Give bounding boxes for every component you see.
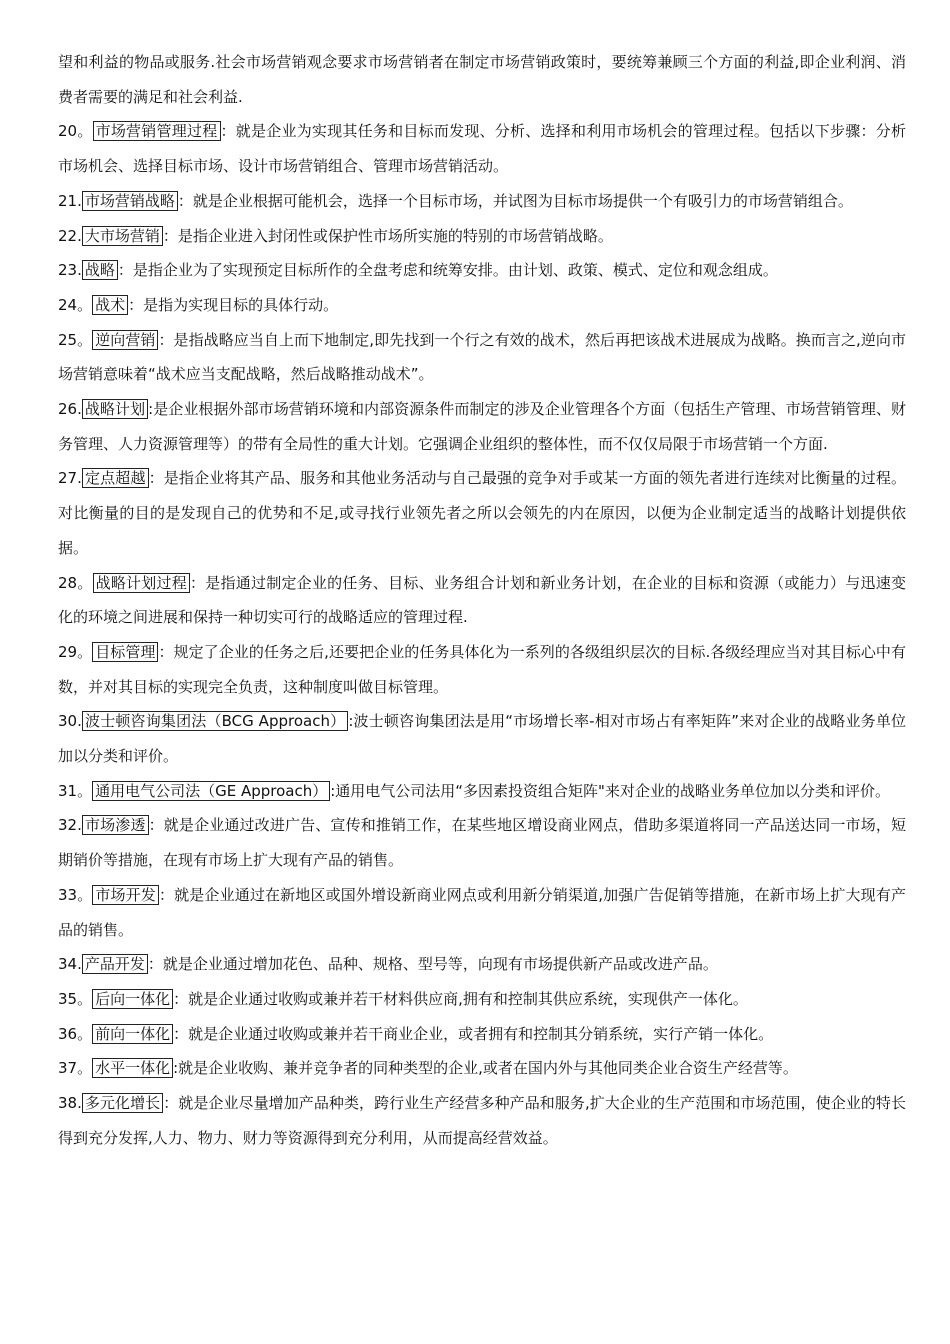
entry-definition: ：是指战略应当自上而下地制定,即先找到一个行之有效的战术，然后再把该战术进展成为战略。换而言之,逆向市场营销意味着“战术应当支配战略，然后战略推动战术”。 xyxy=(58,330,906,384)
entry-term: 后向一体化 xyxy=(92,989,173,1009)
entry-term: 大市场营销 xyxy=(82,226,163,246)
definition-list xyxy=(58,114,906,1155)
definition-entry xyxy=(58,774,906,809)
entry-number: 30. xyxy=(58,712,82,731)
definition-entry xyxy=(58,635,906,704)
entry-definition: ：是指为实现目标的具体行动。 xyxy=(128,295,339,314)
entry-definition: ：是指企业进入封闭性或保护性市场所实施的特别的市场营销战略。 xyxy=(162,226,613,245)
entry-number: 22. xyxy=(58,226,82,245)
intro-paragraph: 望和利益的物品或服务.社会市场营销观念要求市场营销者在制定市场营销政策时，要统筹兼顾三个方面的利益,即企业利润、消费者需要的满足和社会利益. xyxy=(58,53,906,106)
definition-entry xyxy=(58,114,906,183)
entry-number: 38. xyxy=(58,1094,82,1113)
entry-number: 34. xyxy=(58,955,82,974)
definition-entry xyxy=(58,461,906,565)
entry-number: 28。 xyxy=(58,573,93,592)
definition-entry xyxy=(58,219,906,254)
entry-term: 市场营销管理过程 xyxy=(93,121,221,141)
entry-term: 战略 xyxy=(82,260,118,280)
entry-term: 通用电气公司法（GE Approach） xyxy=(92,781,330,801)
entry-definition: ：就是企业通过在新地区或国外增设新商业网点或利用新分销渠道,加强广告促销等措施，在新市场上扩大现有产品的销售。 xyxy=(58,885,906,939)
entry-number: 35。 xyxy=(58,989,93,1008)
entry-definition: ：规定了企业的任务之后,还要把企业的任务具体化为一系列的各级组织层次的目标.各级经理应当对其目标心中有数，并对其目标的实现完全负责，这种制度叫做目标管理。 xyxy=(58,642,906,696)
definition-entry xyxy=(58,392,906,461)
definition-entry xyxy=(58,1086,906,1155)
definition-entry xyxy=(58,288,906,323)
entry-term: 波士顿咨询集团法（BCG Approach） xyxy=(82,711,348,731)
entry-number: 21. xyxy=(58,191,82,210)
definition-entry xyxy=(58,1017,906,1052)
definition-entry xyxy=(58,878,906,947)
entry-term: 逆向营销 xyxy=(92,330,158,350)
entry-term: 前向一体化 xyxy=(92,1024,173,1044)
entry-definition: ：是指企业将其产品、服务和其他业务活动与自己最强的竞争对手或某一方面的领先者进行连续对比衡量的过程。对比衡量的目的是发现自己的优势和不足,或寻找行业领先者之所以会领先的内在原因，以便为企业制定适当的战略计划提供依据。 xyxy=(58,469,906,557)
entry-term: 目标管理 xyxy=(92,642,158,662)
entry-definition: ：就是企业尽量增加产品种类，跨行业生产经营多种产品和服务,扩大企业的生产范围和市场范围，使企业的特长得到充分发挥,人力、物力、财力等资源得到充分利用，从而提高经营效益。 xyxy=(58,1094,906,1147)
definition-entry xyxy=(58,184,906,219)
entry-term: 市场渗透 xyxy=(82,815,149,835)
entry-number: 27. xyxy=(58,469,82,488)
entry-term: 市场营销战略 xyxy=(82,191,178,211)
definition-entry xyxy=(58,704,906,773)
entry-term: 多元化增长 xyxy=(82,1093,163,1113)
entry-number: 36。 xyxy=(58,1024,93,1043)
entry-number: 29。 xyxy=(58,642,93,661)
entry-number: 31。 xyxy=(58,781,93,800)
entry-term: 水平一体化 xyxy=(92,1058,173,1078)
entry-number: 37。 xyxy=(58,1059,93,1078)
definition-entry xyxy=(58,1051,906,1086)
entry-number: 33。 xyxy=(58,885,93,904)
entry-definition: ：是指企业为了实现预定目标所作的全盘考虑和统筹安排。由计划、政策、模式、定位和观念组成。 xyxy=(117,261,778,280)
definition-entry xyxy=(58,982,906,1017)
entry-definition: :就是企业收购、兼并竞争者的同种类型的企业,或者在国内外与其他同类企业合资生产经营等。 xyxy=(173,1059,798,1078)
definition-entry xyxy=(58,253,906,288)
entry-number: 25。 xyxy=(58,330,93,349)
entry-definition: ：是指通过制定企业的任务、目标、业务组合计划和新业务计划，在企业的目标和资源（或能力）与迅速变化的环境之间进展和保持一种切实可行的战略适应的管理过程. xyxy=(58,573,906,627)
definition-entry xyxy=(58,808,906,877)
definition-entry xyxy=(58,566,906,635)
entry-term: 战略计划过程 xyxy=(93,573,190,593)
entry-term: 定点超越 xyxy=(82,468,149,488)
entry-definition: ：就是企业通过改进广告、宣传和推销工作，在某些地区增设商业网点，借助多渠道将同一产品送达同一市场，短期销价等措施，在现有市场上扩大现有产品的销售。 xyxy=(58,816,906,870)
entry-number: 24。 xyxy=(58,295,93,314)
entry-number: 20。 xyxy=(58,122,93,141)
entry-definition: :通用电气公司法用“多因素投资组合矩阵"来对企业的战略业务单位加以分类和评价。 xyxy=(330,781,890,800)
entry-term: 战略计划 xyxy=(82,399,148,419)
definition-entry xyxy=(58,947,906,982)
entry-definition: ：就是企业通过增加花色、品种、规格、型号等，向现有市场提供新产品或改进产品。 xyxy=(147,955,718,974)
entry-definition: ：就是企业为实现其任务和目标而发现、分析、选择和利用市场机会的管理过程。包括以下步骤：分析市场机会、选择目标市场、设计市场营销组合、管理市场营销活动。 xyxy=(58,122,906,176)
definition-entry xyxy=(58,323,906,392)
entry-definition: ：就是企业根据可能机会，选择一个目标市场，并试图为目标市场提供一个有吸引力的市场营销组合。 xyxy=(177,191,853,210)
entry-number: 26. xyxy=(58,400,82,419)
entry-definition: ：就是企业通过收购或兼并若干材料供应商,拥有和控制其供应系统，实现供产一体化。 xyxy=(173,989,748,1008)
entry-term: 产品开发 xyxy=(82,954,148,974)
entry-number: 23. xyxy=(58,261,82,280)
entry-definition: :是企业根据外部市场营销环境和内部资源条件而制定的涉及企业管理各个方面（包括生产管理、市场营销管理、财务管理、人力资源管理等）的带有全局性的重大计划。它强调企业组织的整体性，而不仅仅局限于市场营销一个方面. xyxy=(58,400,906,453)
entry-number: 32. xyxy=(58,816,82,835)
entry-definition: :波士顿咨询集团法是用“市场增长率-相对市场占有率矩阵”来对企业的战略业务单位加以分类和评价。 xyxy=(58,712,906,766)
entry-term: 战术 xyxy=(92,295,128,315)
entry-definition: ：就是企业通过收购或兼并若干商业企业，或者拥有和控制其分销系统，实行产销一体化。 xyxy=(173,1024,774,1043)
entry-term: 市场开发 xyxy=(92,885,159,905)
